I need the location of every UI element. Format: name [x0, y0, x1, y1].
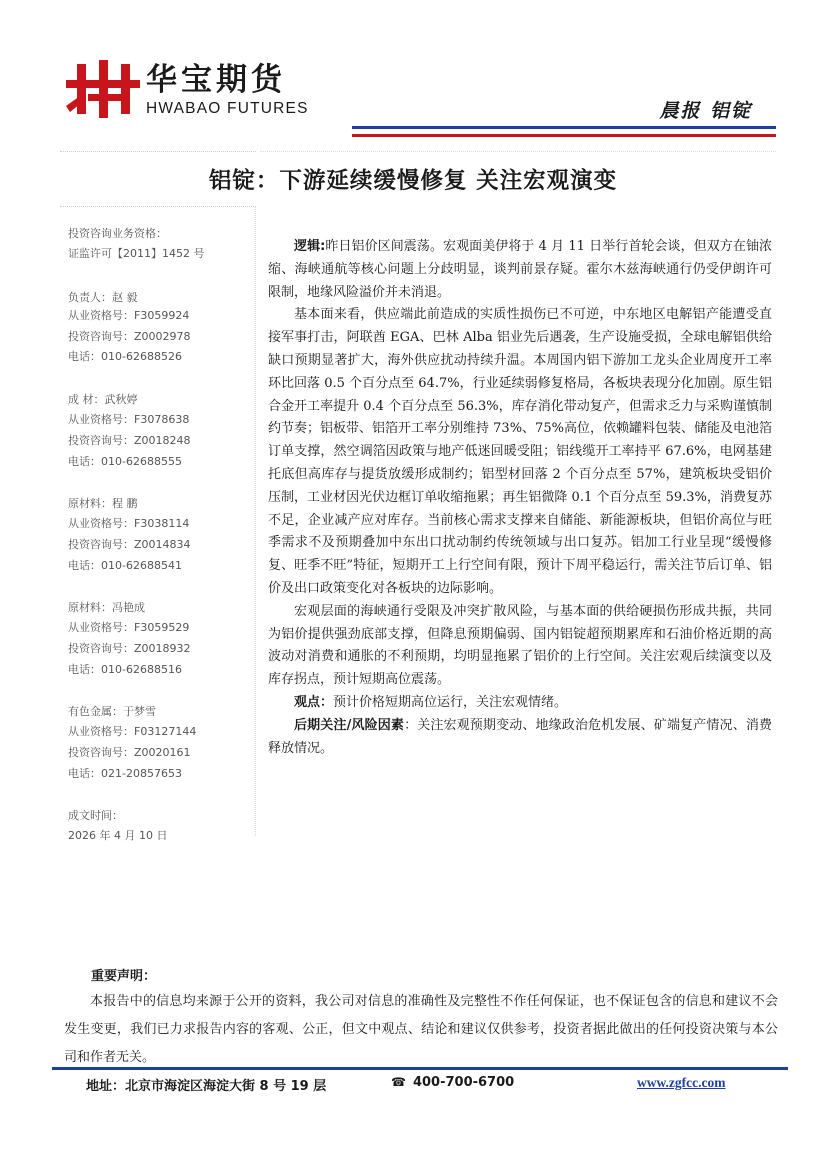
sidebar-line: 成文时间： — [68, 809, 123, 822]
sidebar-line: 原材料：冯艳成 — [68, 601, 145, 614]
view-label: 观点： — [294, 694, 334, 710]
risk-text: ：关注宏观预期变动、地缘政治危机发展、矿端复产情况、消费释放情况。 — [268, 717, 772, 756]
view-text: 预计价格短期高位运行，关注宏观情绪。 — [333, 694, 568, 710]
logic-paragraph — [268, 236, 772, 304]
disclaimer-title: 重要声明： — [91, 969, 157, 984]
fundamentals-paragraph: 基本面来看，供应端此前造成的实质性损伤已不可逆，中东地区电解铝产能遭受直接军事打击，阿联酋 EGA、巴林 Alba 铝业先后遇袭，生产设施受损，全球电解铝供给缺口预期显著扩大，海外供应扰动持续升温。本周国内铝下游加工龙头企业周度开工率环比回落 0.5 个百分点至 64.7%，行业延续弱修复格局，各板块表现分化加剧。原生铝合金开工率提升 0.4 个百分点至 56.3%，库存消化带动复产，但需求乏力与采购谨慎制约节奏；铝板带、铝箔开工率分别维持 73%、75%高位，依赖罐料包装、储能及电池箔订单支撑，然空调箔因政策与地产低迷回暖受阻；铝线缆开工率持平 67.6%，电网基建托底但高库存与提货放缓形成制约；铝型材回落 2 个百分点至 57%，建筑板块受铝价压制，工业材因光伏边框订单收缩拖累；再生铝微降 0.1 个百分点至 59.3%，消费复苏不足，企业减产应对库存。当前核心需求支撑来自储能、新能源板块，但铝价高位与旺季需求不及预期叠加中东出口扰动制约传统领域与出口复苏。铝加工行业呈现“缓慢修复、旺季不旺”特征，短期开工上行空间有限，预计下周平稳运行，需关注节后订单、铝价及出口政策变化对各板块的边际影响。 — [268, 307, 772, 596]
telephone-icon: ☎ — [391, 1075, 406, 1089]
header-rule-blue — [352, 126, 776, 129]
sidebar-line: 投资咨询业务资格： — [68, 227, 167, 240]
disclaimer-text: 本报告中的信息均来源于公开的资料，我公司对信息的准确性及完整性不作任何保证，也不保证包含的信息和建议不会发生变更，我们已力求报告内容的客观、公正，但文中观点、结论和建议仅供参考，投资者据此做出的任何投资决策与本公司和作者无关。 — [64, 994, 778, 1065]
risk-paragraph — [268, 715, 772, 761]
view-paragraph — [268, 692, 772, 715]
sidebar-line: 从业资格号：F3059529 — [68, 621, 190, 634]
company-logo — [66, 60, 316, 120]
logo-chinese-name: 华宝期货 — [146, 62, 286, 98]
hwabao-logo-mark-icon — [66, 60, 140, 118]
sidebar-line: 投资咨询号：Z0018932 — [68, 642, 191, 655]
sidebar-line: 投资咨询号：Z0020161 — [68, 746, 191, 759]
logic-text: 昨日铝价区间震荡。宏观面美伊将于 4 月 11 日举行首轮会谈，但双方在铀浓缩、海峡通航等核心问题上分歧明显，谈判前景存疑。霍尔木兹海峡通行仍受伊朗许可限制，地缘风险溢价并未消退。 — [268, 239, 773, 300]
footer-rule — [52, 1067, 788, 1070]
sidebar-line: 从业资格号：F3078638 — [68, 413, 190, 426]
footer-address: 地址：北京市海淀区海淀大街 8 号 19 层 — [86, 1079, 327, 1094]
sidebar-line: 从业资格号：F3038114 — [68, 517, 190, 530]
sidebar-line: 从业资格号：F3059924 — [68, 309, 190, 322]
sidebar-line: 电话：010-62688526 — [68, 350, 182, 363]
report-type: 晨报 铝锭 — [659, 100, 752, 122]
report-body — [268, 236, 772, 760]
divider — [260, 151, 776, 152]
sidebar-line: 负责人：赵 毅 — [68, 291, 138, 304]
website-link[interactable]: www.zgfcc.com — [637, 1075, 726, 1090]
sidebar-line: 原材料：程 鹏 — [68, 497, 138, 510]
sidebar-line: 电话：010-62688541 — [68, 559, 182, 572]
header-rule-red — [352, 134, 776, 137]
sidebar-line: 成 材：武秋婷 — [68, 393, 138, 406]
logic-label: 逻辑: — [294, 239, 326, 254]
report-title: 铝锭：下游延续缓慢修复 关注宏观演变 — [208, 168, 618, 194]
sidebar-line: 2026 年 4 月 10 日 — [68, 829, 168, 842]
sidebar-line: 证监许可【2011】1452 号 — [68, 247, 205, 260]
logo-english-name: HWABAO FUTURES — [146, 100, 309, 117]
sidebar-line: 投资咨询号：Z0018248 — [68, 434, 191, 447]
sidebar-line: 有色金属：于梦雪 — [68, 705, 156, 718]
macro-paragraph: 宏观层面的海峡通行受限及冲突扩散风险，与基本面的供给硬损伤形成共振，共同为铝价提供强劲底部支撑，但降息预期偏弱、国内铝锭超预期累库和石油价格近期的高波动对消费和通胀的不利预期，均明显拖累了铝价的上行空间。关注宏观后续演变以及库存拐点，预计短期高位震荡。 — [268, 603, 772, 688]
risk-label: 后期关注/风险因素 — [294, 717, 405, 733]
sidebar-line: 电话：010-62688516 — [68, 663, 182, 676]
sidebar-line: 投资咨询号：Z0014834 — [68, 538, 191, 551]
analyst-sidebar — [60, 206, 256, 842]
divider — [60, 151, 256, 152]
sidebar-line: 从业资格号：F03127144 — [68, 725, 197, 738]
sidebar-line: 电话：021-20857653 — [68, 767, 182, 780]
sidebar-line: 投资咨询号：Z0002978 — [68, 330, 191, 343]
sidebar-line: 电话：010-62688555 — [68, 455, 182, 468]
phone-number: 400-700-6700 — [412, 1075, 515, 1090]
footer-phone — [391, 1075, 514, 1090]
